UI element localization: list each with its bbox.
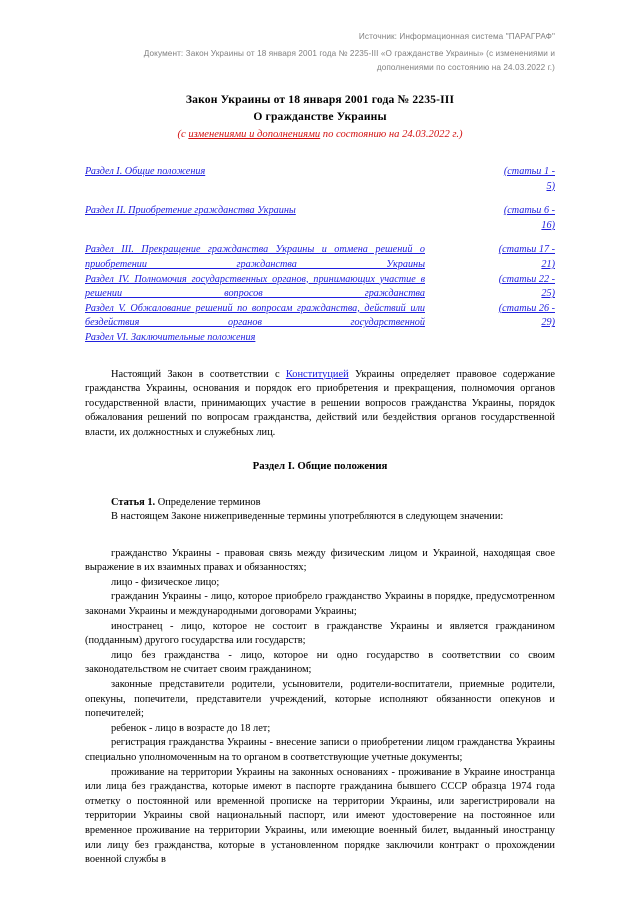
article-lead-paragraph: В настоящем Законе нижеприведенные термины употребляются в следующем значении: <box>111 511 504 523</box>
intro-paragraph-block <box>85 368 555 441</box>
intro-paragraph <box>85 368 555 441</box>
toc-entry-section-1[interactable] <box>85 165 555 194</box>
section-heading: Раздел I. Общие положения <box>252 459 388 472</box>
toc-entry-title[interactable]: Раздел I. Общие положения <box>85 166 206 177</box>
toc-entry-pages[interactable]: (статьи 1 - 5) <box>503 166 555 192</box>
toc-entry-pages[interactable]: (статьи 17 - 21) <box>498 244 555 270</box>
article-number: Статья 1. <box>111 496 156 508</box>
source-line: Источник: Информационная система "ПАРАГРАФ" <box>358 32 555 41</box>
toc-entry-title[interactable]: Раздел III. Прекращение гражданства Украины и отмена решений о приобретении гражданства Украины <box>85 244 425 270</box>
definition-item: ребенок - лицо в возрасте до 18 лет; <box>111 722 271 734</box>
document-header <box>85 30 555 75</box>
toc-entry-pages[interactable]: (статьи 6 - 16) <box>503 205 555 231</box>
definition-item: регистрация гражданства Украины - внесение записи о приобретении лицом гражданства Украины специально уполномоченным на то органом в соответствующие учетные документы; <box>85 737 555 763</box>
toc-entry-pages[interactable]: (статьи 26 - 29) <box>498 302 555 329</box>
toc-entry-pages[interactable]: (статьи 22 - 25) <box>498 273 555 300</box>
definitions-list <box>85 547 555 868</box>
amendment-note <box>85 127 555 143</box>
amendment-note-open: (с <box>177 129 189 140</box>
document-line: Документ: Закон Украины от 18 января 2001 года № 2235-III «О гражданстве Украины» (с изменениями и дополнениями по состоянию на 24.03.2022 г.) <box>143 49 555 72</box>
article-block <box>85 496 555 525</box>
amendment-note-rest: по состоянию на 24.03.2022 г.) <box>320 129 463 140</box>
amendment-note-link[interactable]: изменениями и дополнениями <box>188 129 321 140</box>
definition-item: гражданство Украины - правовая связь между физическим лицом и Украиной, находящая свое выражение в их взаимных правах и обязанностях; <box>85 547 555 574</box>
definition-item: иностранец - лицо, которое не состоит в гражданстве Украины и является гражданином (подданным) другого государства или государств; <box>85 620 555 647</box>
intro-text-part1: Настоящий Закон в соответствии с <box>111 368 286 380</box>
page-title-line1: Закон Украины от 18 января 2001 года № 2235-III <box>185 93 455 106</box>
definition-item: гражданин Украины - лицо, которое приобрело гражданство Украины в порядке, предусмотренном законами Украины и международными договорами Украины; <box>85 591 555 618</box>
toc-entry-title[interactable]: Раздел IV. Полномочия государственных органов, принимающих участие в решении вопросов гражданства <box>85 273 425 300</box>
toc-entry-section-2[interactable] <box>85 204 555 233</box>
page-title-line2: О гражданстве Украины <box>253 110 387 123</box>
toc-entry-title[interactable]: Раздел V. Обжалование решений по вопросам гражданства, действий или бездействия органов государственной <box>85 302 425 329</box>
article-title: Определение терминов <box>155 496 261 508</box>
toc-entry-title[interactable]: Раздел II. Приобретение гражданства Украины <box>85 205 296 217</box>
toc-entry-section-6[interactable] <box>85 331 555 346</box>
toc-entry-section-4[interactable] <box>85 273 555 302</box>
definition-item: проживание на территории Украины на законных основаниях - проживание в Украине иностранца или лица без гражданства, которые имеют в паспорте гражданина бывшего СССР образца 1974 года отметку о постоянной или временной прописке на территории Украины, или зарегистрировали на территории Украины свой национальный паспорт, или имеют удостоверение на постоянное или временное проживание на территории Украины, или имеющие военный билет, выданный иностранцу или лицу без гражданства, которые в установленном порядке заключили контракт о прохождении военной службы в <box>85 766 555 866</box>
constitution-link[interactable]: Конституцией <box>285 368 349 380</box>
title-block <box>85 91 555 143</box>
toc-entry-section-3[interactable] <box>85 243 555 272</box>
toc-entry-title[interactable]: Раздел VI. Заключительные положения <box>85 331 256 343</box>
article-title-paragraph <box>85 496 555 511</box>
definition-item: лицо без гражданства - лицо, которое ни одно государство в соответствии со своим законодательством не считает своим гражданином; <box>85 649 555 676</box>
toc-entry-section-5[interactable] <box>85 302 555 331</box>
definition-item: лицо - физическое лицо; <box>111 576 220 588</box>
intro-text-part2: Украины определяет правовое содержание гражданства Украины, основания и порядок его приобретения и прекращения, полномочия органов государственной власти, принимающих участие в решении вопросов гражданства Украины, порядок обжалования решений по вопросам гражданства, действий или бездействия органов государственной власти, их должностных и служебных лиц. <box>85 368 556 438</box>
table-of-contents <box>85 165 555 346</box>
definition-item: законные представители родители, усыновители, родители-воспитатели, приемные родители, опекуны, попечители, представители учреждений, которые исполняют обязанности опекунов и попечителей; <box>85 679 555 720</box>
